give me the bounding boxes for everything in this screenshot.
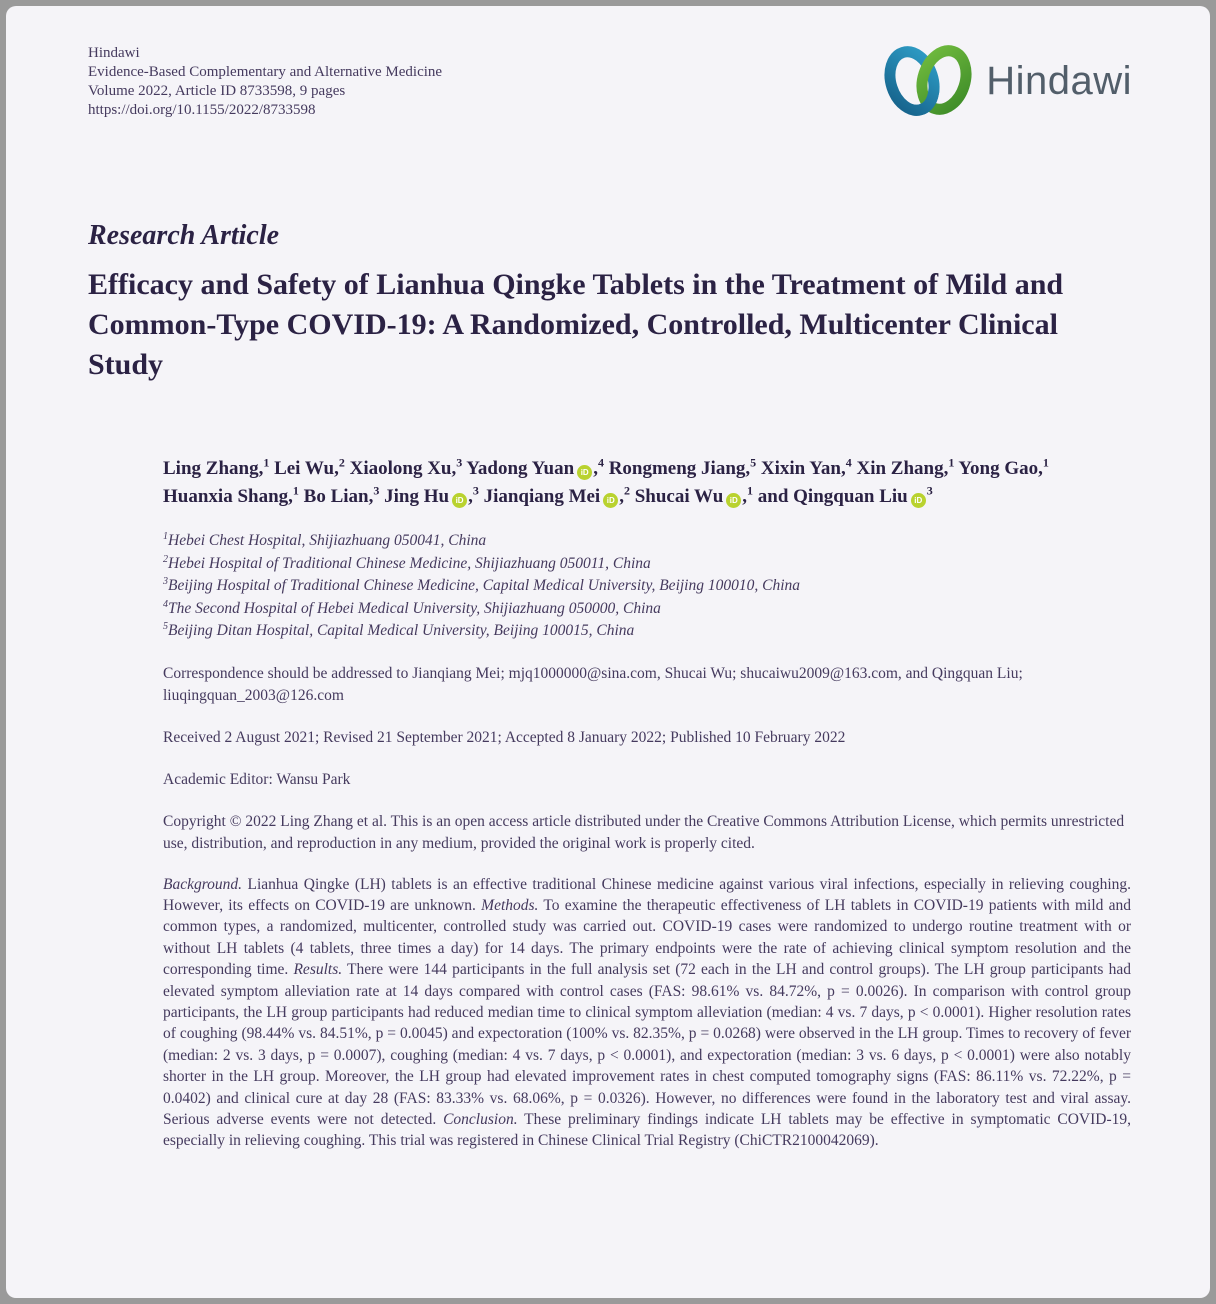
author: Rongmeng Jiang,$^5$ — [608, 455, 757, 479]
hindawi-logo — [884, 44, 1132, 118]
correspondence-note: Correspondence should be addressed to Jianqiang Mei; mjq1000000@sina.com, Shucai Wu; shucaiwu2009@163.com, and Qingquan Liu; liuqingquan_2003@126.com — [163, 664, 1023, 704]
academic-editor: Academic Editor: Wansu Park — [163, 770, 351, 788]
article-history: Received 2 August 2021; Revised 21 September 2021; Accepted 8 January 2022; Published 10 February 2022 — [163, 728, 846, 746]
page-header — [88, 42, 1132, 120]
journal-line: https://doi.org/10.1155/2022/8733598 — [88, 102, 316, 118]
abstract-section-text: Lianhua Qingke (LH) tablets is an effective traditional Chinese medicine against various viral infections, especially in relieving coughing. However, its effects on COVID-19 are unknown. — [163, 875, 1131, 914]
author: Yong Gao,$^1$ — [958, 455, 1049, 479]
author: Shucai Wu iD ,$^1$ — [634, 483, 754, 507]
abstract-section-text: There were 144 participants in the full analysis set (72 each in the LH and control groups). The LH group participants had elevated symptom alleviation rate at 14 days compared with control cases (FAS: 98.61% vs. 84.72%, p = 0.0026). In comparison with control group participants, the LH group participants had reduced median time to clinical symptom alleviation (median: 4 vs. 7 days, p < 0.0001). Higher resolution rates of coughing (98.44% vs. 84.51%, p = 0.0045) and expectoration (100% vs. 82.35%, p = 0.0268) were observed in the LH group. Times to recovery of fever (median: 2 vs. 3 days, p = 0.0007), coughing (median: 4 vs. 7 days, p < 0.0001), and expectoration (median: 3 vs. 6 days, p < 0.0001) were also notably shorter in the LH group. Moreover, the LH group had elevated improvement rates in chest computed tomography signs (FAS: 86.11% vs. 72.22%, p = 0.0402) and clinical cure at day 28 (FAS: 83.33% vs. 68.06%, p = 0.0326). However, no differences were found in the laboratory test and viral assay. Serious adverse events were not detected. — [163, 961, 1131, 1128]
author: Jing Hu iD ,$^3$ — [384, 483, 479, 507]
author: Xixin Yan,$^4$ — [760, 455, 852, 479]
author-affiliation-number: 3 — [926, 483, 933, 498]
author-affiliation-number: 1 — [263, 455, 270, 470]
abstract — [163, 874, 1131, 1152]
orcid-icon: iD — [577, 465, 592, 480]
author-affiliation-number: 3 — [373, 483, 380, 498]
journal-lines — [88, 42, 442, 120]
author: Xiaolong Xu,$^3$ — [349, 455, 463, 479]
author-affiliation-number: 1 — [747, 483, 754, 498]
affiliation: $^4$The Second Hospital of Hebei Medical University, Shijiazhuang 050000, China — [163, 598, 661, 617]
affiliation-number: 3 — [163, 575, 168, 587]
hindawi-logo-text: Hindawi — [986, 59, 1132, 103]
abstract-section-label: Methods. — [481, 896, 539, 914]
author: Huanxia Shang,$^1$ — [163, 483, 299, 507]
affiliation-number: 2 — [163, 553, 168, 565]
author-affiliation-number: 4 — [597, 455, 604, 470]
hindawi-rings-icon — [884, 44, 976, 118]
journal-line: Hindawi — [88, 45, 140, 61]
abstract-section-text: These preliminary findings indicate LH tablets may be effective in symptomatic COVID-19, especially in relieving coughing. This trial was registered in Chinese Clinical Trial Registry (ChiCTR2100042069). — [163, 1110, 1132, 1150]
abstract-section-text: To examine the therapeutic effectiveness of LH tablets in COVID-19 patients with mild and common types, a randomized, multicenter, controlled study was carried out. COVID-19 cases were randomized to undergo routine treatment with or without LH tablets (4 tablets, three times a day) for 14 days. The primary endpoints were the rate of achieving clinical symptom resolution and the corresponding time. — [163, 896, 1131, 979]
author: and Qingquan Liu $iD^3$ — [757, 483, 933, 507]
abstract-section-label: Conclusion. — [443, 1110, 518, 1128]
author: Yadong Yuan iD ,$^4$ — [466, 455, 604, 479]
author: Xin Zhang,$^1$ — [856, 455, 955, 479]
journal-line: Volume 2022, Article ID 8733598, 9 pages — [88, 83, 346, 99]
author-affiliation-number: 1 — [948, 455, 955, 470]
affiliation: $^2$Hebei Hospital of Traditional Chinese Medicine, Shijiazhuang 050011, China — [163, 553, 651, 572]
article-title: Efficacy and Safety of Lianhua Qingke Tablets in the Treatment of Mild and Common-Type COVID-19: A Randomized, Controlled, Multicenter Clinical Study — [88, 268, 1064, 381]
article-page — [6, 6, 1210, 1298]
author-affiliation-number: 1 — [292, 483, 299, 498]
affiliation-list — [163, 530, 1131, 643]
orcid-icon: iD — [452, 493, 467, 508]
copyright-notice: Copyright © 2022 Ling Zhang et al. This is an open access article distributed under the Creative Commons Attribution License, which permits unrestricted use, distribution, and reproduction in any medium, provided the original work is properly cited. — [163, 812, 1125, 852]
author-affiliation-number: 3 — [472, 483, 479, 498]
affiliation: $^5$Beijing Ditan Hospital, Capital Medical University, Beijing 100015, China — [163, 620, 635, 639]
affiliation: $^3$Beijing Hospital of Traditional Chinese Medicine, Capital Medical University, Beijing 100010, China — [163, 575, 801, 594]
orcid-icon: iD — [911, 493, 926, 508]
author-affiliation-number: 4 — [845, 455, 852, 470]
article-type-kicker: Research Article — [88, 220, 280, 251]
author: Jianqiang Mei iD ,$^2$ — [483, 483, 630, 507]
author-affiliation-number: 5 — [750, 455, 757, 470]
affiliation: $^1$Hebei Chest Hospital, Shijiazhuang 050041, China — [163, 530, 487, 549]
abstract-section-label: Results. — [293, 961, 343, 979]
author-affiliation-number: 1 — [1042, 455, 1049, 470]
author-list — [163, 455, 1081, 511]
author-affiliation-number: 2 — [338, 455, 345, 470]
author: Lei Wu,$^2$ — [274, 455, 345, 479]
orcid-icon: iD — [726, 493, 741, 508]
orcid-icon: iD — [603, 493, 618, 508]
author: Ling Zhang,$^1$ — [163, 455, 270, 479]
affiliation-number: 4 — [163, 598, 168, 610]
author: Bo Lian,$^3$ — [303, 483, 380, 507]
affiliation-number: 5 — [163, 620, 168, 632]
author-affiliation-number: 2 — [623, 483, 630, 498]
author-affiliation-number: 3 — [456, 455, 463, 470]
affiliation-number: 1 — [163, 530, 168, 542]
abstract-section-label: Background. — [163, 875, 243, 893]
journal-line: Evidence-Based Complementary and Alternative Medicine — [88, 64, 443, 80]
